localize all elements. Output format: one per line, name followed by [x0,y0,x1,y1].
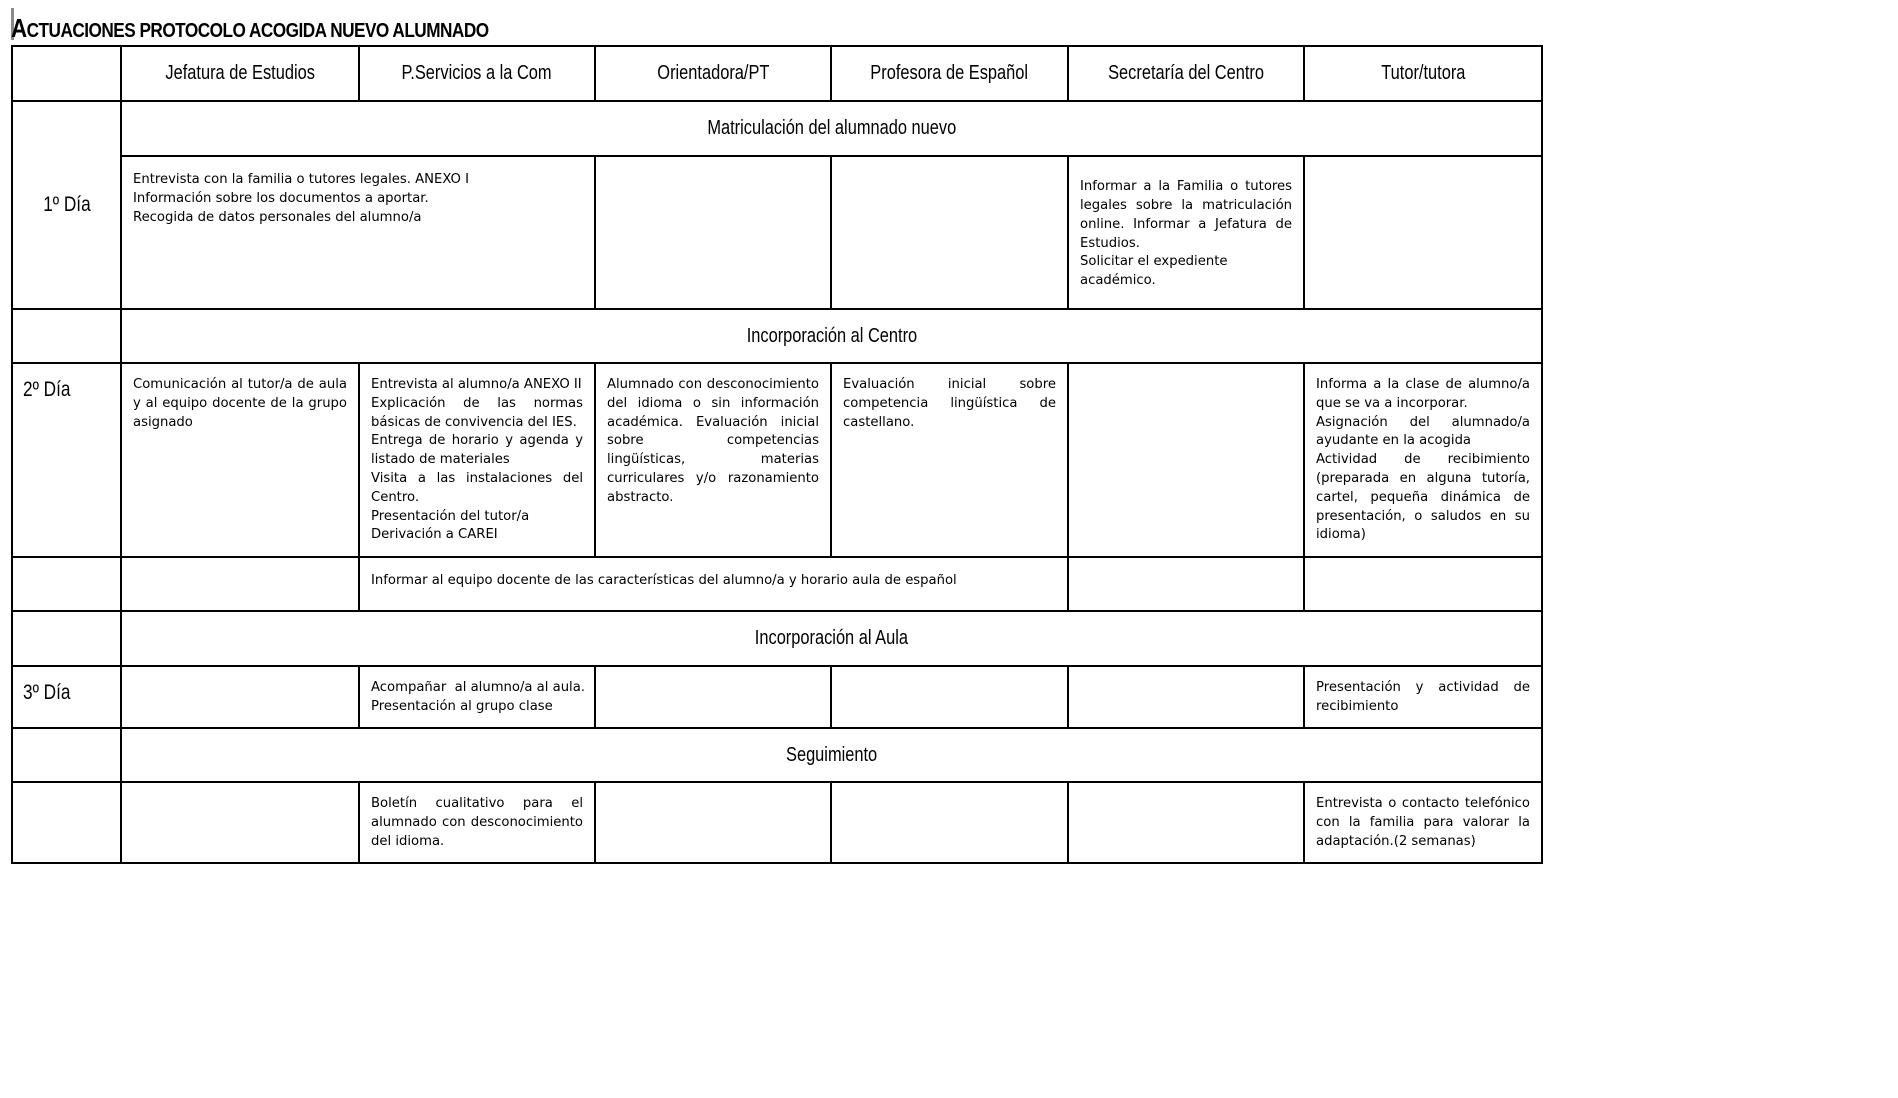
day2-extra-secretaria-cell [1068,557,1304,611]
section-row-matriculacion [12,101,1542,156]
day2-jefatura-cell [121,363,359,557]
day1-secretaria-cell [1068,156,1304,309]
header-tutor: Tutor/tutora [1304,46,1542,101]
seguimiento-row [12,782,1542,863]
day1-tutor-cell [1304,156,1542,309]
day2-extra-merged-cell [359,557,1068,611]
cell-text: Presentación y actividad de recibimiento [1316,680,1530,714]
cell-text: Evaluación inicial sobre competencia lingüística de castellano. [843,377,1056,430]
day3-servicios-cell [359,666,595,728]
header-orientadora: Orientadora/PT [595,46,831,101]
cell-text: Recogida de datos personales del alumno/a [133,209,422,225]
cell-text: Presentación al grupo clase [371,698,553,714]
day3-jefatura-cell [121,666,359,728]
section-row-incorporacion-centro [12,309,1542,363]
day1-profesora-cell [831,156,1068,309]
day3-profesora-cell [831,666,1068,728]
cell-text: Comunicación al tutor/a de aula y al equipo docente de la grupo asignado [133,377,347,430]
day-empty [12,309,121,363]
day2-profesora-cell [831,363,1068,557]
day2-extra-tutor-cell [1304,557,1542,611]
cell-text: Boletín cualitativo para el alumnado con desconocimiento del idioma. [371,796,583,849]
day-empty [12,782,121,863]
day-label-1: 1º Día [12,101,121,309]
seguimiento-jefatura-cell [121,782,359,863]
section-title-seguimiento: Seguimiento [121,728,1542,782]
cell-text: Informa a la clase de alumno/a que se va a incorporar. [1316,377,1530,411]
cell-text: Entrevista o contacto telefónico con la familia para valorar la adaptación.(2 semanas) [1316,796,1530,849]
seguimiento-secretaria-cell [1068,782,1304,863]
cell-text: Explicación de las normas básicas de convivencia del IES. [371,395,583,430]
cell-text: Informar al equipo docente de las características del alumno/a y horario aula de español [371,573,957,588]
cell-text: Derivación a CAREI [371,527,498,543]
day1-row [12,156,1542,309]
day2-extra-row [12,557,1542,611]
section-row-incorporacion-aula [12,611,1542,666]
cell-text: Entrevista al alumno/a ANEXO II [371,377,582,392]
cell-text: Entrevista con la familia o tutores legales. ANEXO I [133,172,469,187]
day1-jefatura-servicios-cell [121,156,595,309]
cell-text: Alumnado con desconocimiento del idioma o sin información académica. Evaluación inicial sobre competencias lingüísticas, materias curriculares y/o razonamiento abstracto. [607,377,819,505]
cell-text: Solicitar el expediente académico. [1080,254,1228,289]
header-profesora: Profesora de Español [831,46,1068,101]
header-corner [12,46,121,101]
section-title-incorporacion-aula: Incorporación al Aula [121,611,1542,666]
cell-text: Presentación del tutor/a [371,508,530,524]
day-label-2: 2º Día [12,363,121,557]
section-title-incorporacion-centro: Incorporación al Centro [121,309,1542,363]
cell-text: Entrega de horario y agenda y listado de materiales [371,433,583,468]
day3-orientadora-cell [595,666,831,728]
day2-extra-jefatura-cell [121,557,359,611]
seguimiento-profesora-cell [831,782,1068,863]
protocol-table [11,45,1543,864]
cell-text: Asignación del alumnado/a ayudante en la acogida [1316,414,1530,449]
header-jefatura: Jefatura de Estudios [121,46,359,101]
seguimiento-tutor-cell [1304,782,1542,863]
header-servicios: P.Servicios a la Com [359,46,595,101]
day3-row [12,666,1542,728]
cell-text: Acompañar al alumno/a al aula. [371,680,585,695]
day-label-3: 3º Día [12,666,121,728]
day-empty [12,728,121,782]
day2-tutor-cell [1304,363,1542,557]
day2-secretaria-cell [1068,363,1304,557]
day-empty [12,557,121,611]
day2-orientadora-cell [595,363,831,557]
day1-orientadora-cell [595,156,831,309]
title-rest: CTUACIONES PROTOCOLO ACOGIDA NUEVO ALUMNADO [26,20,489,42]
header-secretaria: Secretaría del Centro [1068,46,1304,101]
cell-text: Actividad de recibimiento (preparada en alguna tutoría, cartel, pequeña dinámica de presentación, o saludos en su idioma) [1316,452,1530,543]
cell-text: Visita a las instalaciones del Centro. [371,470,583,505]
day2-row [12,363,1542,557]
section-title-matriculacion: Matriculación del alumnado nuevo [121,101,1542,156]
day3-tutor-cell [1304,666,1542,728]
cell-text: Informar a la Familia o tutores legales sobre la matriculación online. Informar a Jefatura de Estudios. [1080,179,1292,251]
cell-text: Información sobre los documentos a aportar. [133,190,429,206]
document-title [11,14,489,45]
title-first-letter: A [11,13,27,43]
day2-servicios-cell [359,363,595,557]
seguimiento-servicios-cell [359,782,595,863]
day-empty [12,611,121,666]
seguimiento-orientadora-cell [595,782,831,863]
header-row [12,46,1542,101]
day3-secretaria-cell [1068,666,1304,728]
section-row-seguimiento [12,728,1542,782]
